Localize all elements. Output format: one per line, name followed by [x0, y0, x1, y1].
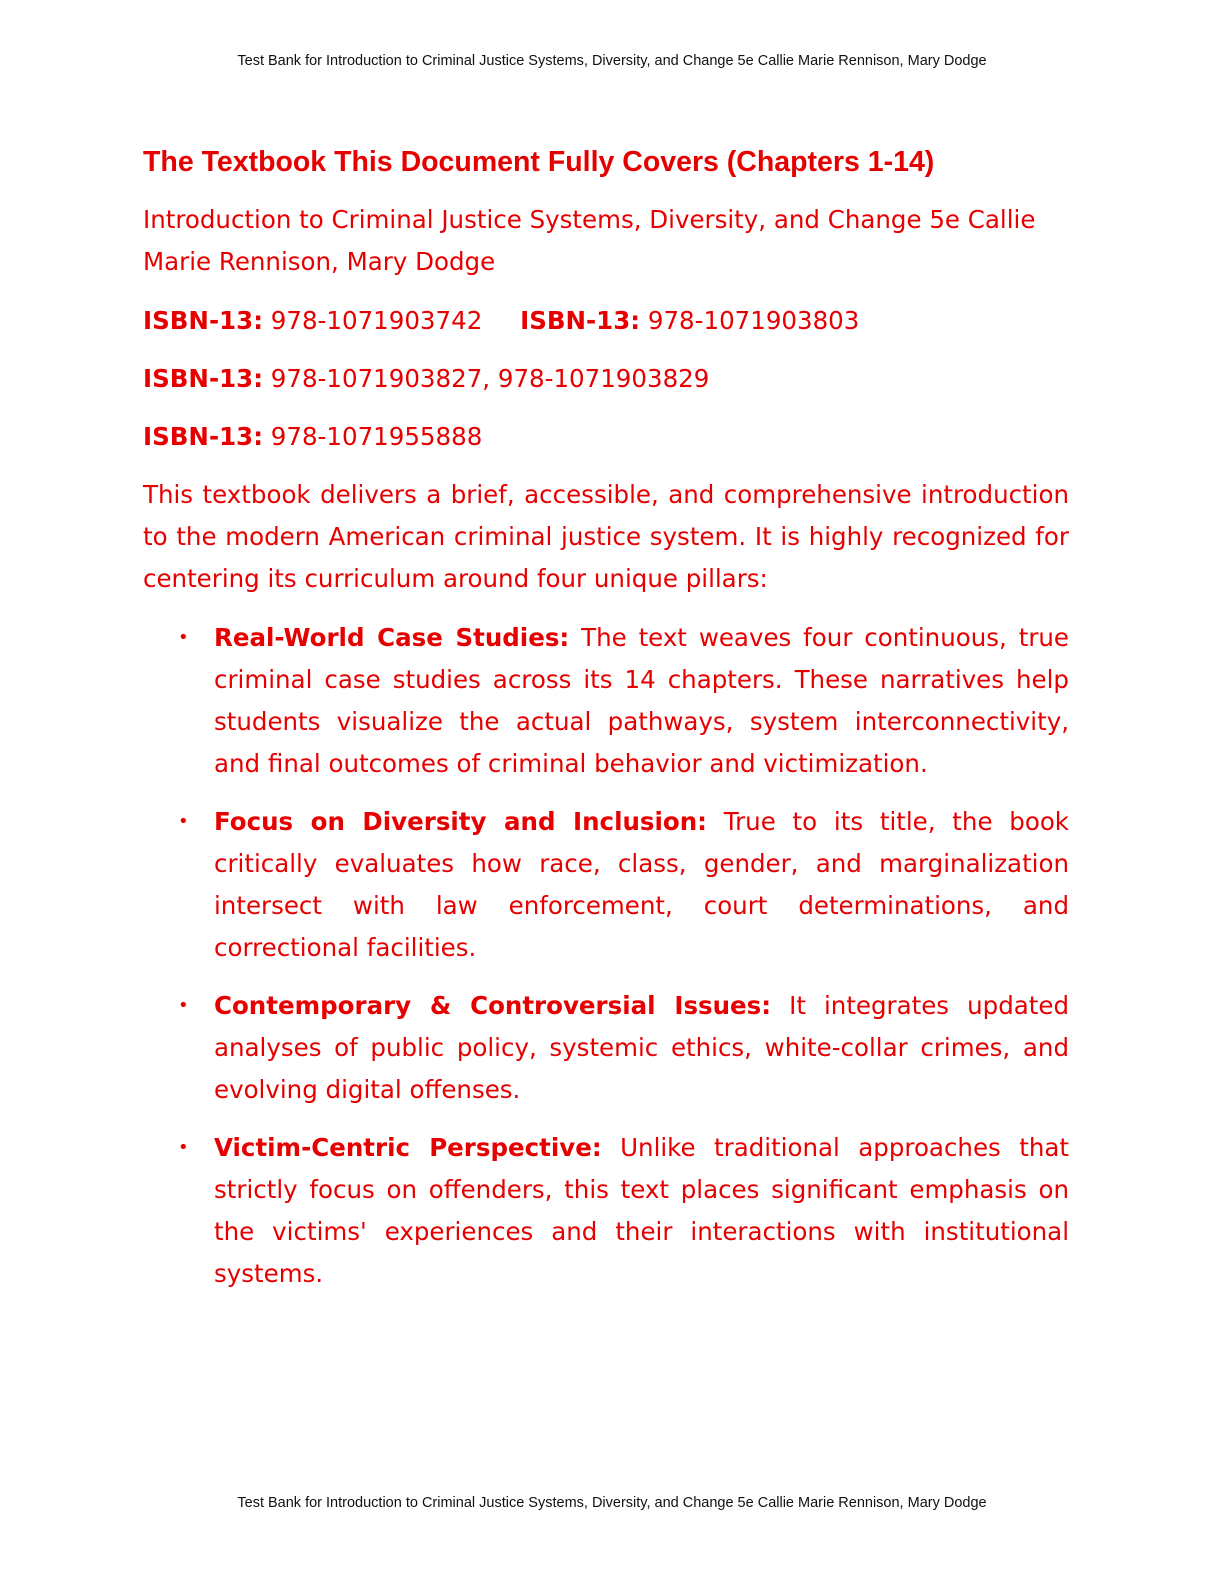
bullet-icon: • — [178, 995, 189, 1016]
pillars-list — [143, 617, 1069, 1295]
pillar-text: The text weaves four continuous, true criminal case studies across its 14 chapters. These narratives help students visualize the actual pathways, system interconnectivity, and final outcomes of criminal behavior and victimization. — [214, 623, 1069, 778]
pillar-text: It integrates updated analyses of public policy, systemic ethics, white-collar crimes, and evolving digital offenses. — [214, 991, 1069, 1104]
list-item — [143, 985, 1069, 1111]
isbn-label: ISBN-13: — [143, 306, 263, 335]
pillar-text: Unlike traditional approaches that strictly focus on offenders, this text places significant emphasis on the victims' experiences and their interactions with institutional systems. — [214, 1133, 1069, 1288]
document-title: The Textbook This Document Fully Covers (Chapters 1-14) — [143, 146, 935, 178]
isbn-line-1 — [143, 300, 1069, 342]
list-item — [143, 617, 1069, 785]
isbn-value: 978-1071903803 — [647, 306, 860, 335]
pillar-text: True to its title, the book critically evaluates how race, class, gender, and marginalization intersect with law enforcement, court determinations, and correctional facilities. — [214, 807, 1069, 962]
book-title: Introduction to Criminal Justice Systems, Diversity, and Change 5e Callie Marie Rennison, Mary Dodge — [143, 205, 1036, 276]
isbn-label: ISBN-13: — [143, 364, 263, 393]
isbn-line-3 — [143, 416, 1069, 458]
isbn-value: 978-1071903827, 978-1071903829 — [270, 364, 710, 393]
isbn-value: 978-1071955888 — [270, 422, 483, 451]
isbn-line-2 — [143, 358, 1069, 400]
pillar-title: Contemporary & Controversial Issues: — [214, 991, 772, 1020]
bullet-icon: • — [178, 811, 189, 832]
document-body — [143, 142, 1069, 1311]
isbn-value: 978-1071903742 — [270, 306, 483, 335]
isbn-label: ISBN-13: — [520, 306, 641, 335]
bullet-icon: • — [178, 627, 189, 648]
isbn-label: ISBN-13: — [143, 422, 263, 451]
pillar-title: Victim-Centric Perspective: — [214, 1133, 602, 1162]
pillar-title: Focus on Diversity and Inclusion: — [214, 807, 707, 836]
page-header: Test Bank for Introduction to Criminal Justice Systems, Diversity, and Change 5e Callie Marie Rennison, Mary Dodge — [237, 53, 987, 69]
bullet-icon: • — [178, 1137, 189, 1158]
pillar-title: Real-World Case Studies: — [214, 623, 570, 652]
page-footer: Test Bank for Introduction to Criminal Justice Systems, Diversity, and Change 5e Callie Marie Rennison, Mary Dodge — [237, 1495, 987, 1511]
intro-paragraph: This textbook delivers a brief, accessible, and comprehensive introduction to the modern American criminal justice system. It is highly recognized for centering its curriculum around four unique pillars: — [143, 480, 1069, 593]
list-item — [143, 801, 1069, 969]
list-item — [143, 1127, 1069, 1295]
